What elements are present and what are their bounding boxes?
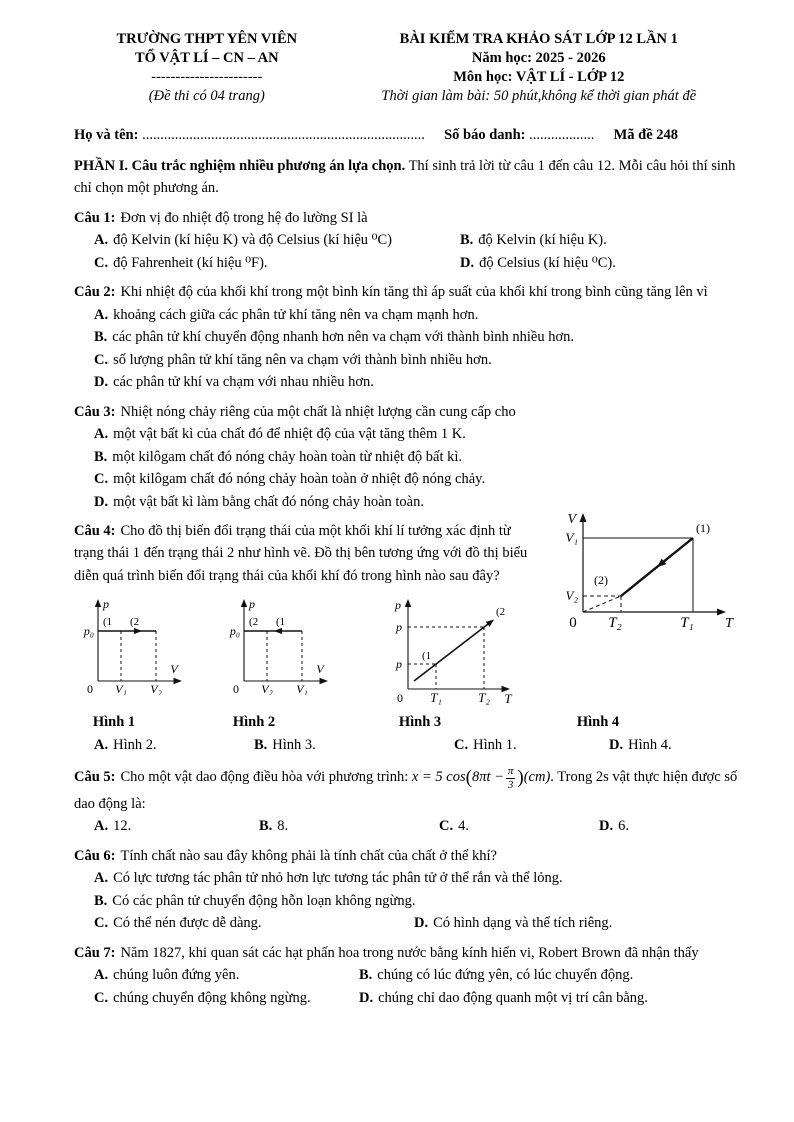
option-5D (599, 815, 629, 837)
option-text: Hình 3. (272, 736, 316, 753)
name-label: Họ và tên: (74, 126, 139, 143)
header-left (74, 30, 340, 107)
option-letter: C. (94, 254, 109, 271)
p-axis-label: p (248, 597, 255, 612)
option-letter: A. (94, 426, 109, 443)
v2-label: V₂ (260, 682, 273, 696)
option-text: độ Fahrenheit (kí hiệu ⁰F). (113, 254, 268, 271)
question-5-text-post: . Trong 2s vật thực hiện được số dao động là: (74, 769, 738, 812)
question-3-text: Nhiệt nóng chảy riêng của một chất là nhiệt lượng cần cung cấp cho (120, 403, 516, 420)
option-letter: C. (94, 915, 109, 932)
option-text: số lượng phân tử khí tăng nên va chạm với thành bình nhiều hơn. (113, 351, 492, 368)
t-axis-label: T (725, 616, 733, 630)
option-2C (74, 349, 738, 371)
option-letter: D. (94, 493, 109, 510)
option-text: Có hình dạng và thể tích riêng. (433, 915, 613, 932)
option-text: chúng chuyển động không ngừng. (113, 989, 311, 1006)
equation-inner: 8πt − (471, 769, 504, 786)
v2-label: V₂ (565, 588, 578, 603)
option-text: một kilôgam chất đó nóng chảy hoàn toàn từ nhiệt độ bất kì. (112, 448, 463, 465)
option-text: chúng luôn đứng yên. (113, 967, 240, 984)
option-letter: C. (454, 736, 469, 753)
vt-graph-svg (543, 508, 738, 630)
option-letter: D. (94, 374, 109, 391)
option-3C (74, 468, 738, 490)
option-text: các phân tử khí va chạm với nhau nhiều hơn. (113, 374, 374, 391)
question-6-stem (74, 845, 738, 867)
option-1D (460, 252, 616, 274)
option-letter: B. (460, 232, 474, 249)
fig2-direction-arrow-icon (274, 628, 282, 634)
option-text: Hình 4. (628, 736, 672, 753)
close-paren: ) (517, 767, 524, 789)
option-3A (74, 423, 738, 445)
option-2D (74, 371, 738, 393)
department-name: TỔ VẬT LÍ – CN – AN (134, 50, 279, 67)
figure-captions (74, 711, 738, 733)
option-4A (94, 734, 254, 756)
option-5C (439, 815, 599, 837)
p-axis-arrow-icon (240, 599, 246, 607)
question-6-number: Câu 6: (74, 847, 116, 864)
option-7B (359, 964, 633, 986)
t1-label: T₁ (680, 615, 694, 630)
open-paren: ( (465, 767, 472, 789)
v-axis-label: V (170, 662, 178, 677)
figure-1-caption: Hình 1 (92, 714, 136, 731)
question-7-options-row-2 (74, 987, 738, 1009)
state1-label: (1) (696, 521, 710, 535)
equation-lhs: x = 5 cos (411, 769, 466, 786)
question-7 (74, 942, 738, 1009)
option-letter: C. (94, 989, 109, 1006)
option-text: Có các phân tử chuyển động hỗn loạn không ngừng. (112, 892, 416, 909)
fig3-axes (405, 599, 510, 692)
option-4D (609, 734, 672, 756)
figure-4-caption: Hình 4 (576, 714, 620, 731)
option-text: chúng chỉ dao động quanh một vị trí cân bằng. (378, 989, 648, 1006)
equation-unit: (cm) (523, 769, 551, 786)
option-text: một vật bất kì làm bằng chất đó nóng chảy hoàn toàn. (113, 493, 424, 510)
question-1-text: Đơn vị đo nhiệt độ trong hệ đo lường SI là (120, 209, 368, 226)
option-text: khoảng cách giữa các phân tử khí tăng nên va chạm mạnh hơn. (113, 306, 479, 323)
t-axis-arrow-icon (717, 609, 726, 616)
option-text: độ Kelvin (kí hiệu K). (478, 232, 607, 249)
school-name: TRƯỜNG THPT YÊN VIÊN (116, 31, 298, 47)
v1-label: V₁ (295, 682, 308, 696)
figure-2-svg (224, 593, 336, 695)
option-1C (94, 252, 460, 274)
question-3-stem (74, 401, 738, 423)
option-letter: D. (460, 254, 475, 271)
option-letter: D. (359, 989, 374, 1006)
option-letter: A. (94, 306, 109, 323)
option-text: các phân tử khí chuyển động nhanh hơn nên va chạm với thành bình nhiều hơn. (112, 329, 575, 346)
option-text: 8. (277, 818, 289, 835)
figure-3-caption: Hình 3 (398, 714, 442, 731)
question-5-text-pre: Cho một vật dao động điều hòa với phương trình: (120, 769, 409, 786)
question-2-stem (74, 281, 738, 303)
oscillation-equation (411, 764, 551, 791)
option-6A (74, 867, 738, 889)
point1-label: (1 (422, 650, 432, 663)
question-5 (74, 763, 738, 837)
v-axis-label: V (567, 512, 576, 527)
origin-label: 0 (397, 691, 404, 706)
option-letter: A. (94, 818, 109, 835)
question-5-number: Câu 5: (74, 769, 116, 786)
option-letter: A. (94, 736, 109, 753)
p-axis-label: p (395, 598, 402, 613)
subject-line: Môn học: VẬT LÍ - LỚP 12 (453, 69, 625, 86)
option-text: Có thể nén được dễ dàng. (113, 915, 262, 932)
t2-label: T₂ (608, 615, 622, 630)
v1-label: V₁ (115, 682, 127, 696)
question-2-text: Khi nhiệt độ của khối khí trong một bình kín tăng thì áp suất của khối khí trong bình cũng tăng lên vì (120, 284, 708, 301)
t1-label: T₁ (430, 690, 443, 706)
student-info-line (74, 124, 738, 146)
question-6-text: Tính chất nào sau đây không phải là tính chất của chất ở thể khí? (120, 847, 497, 864)
figure-2-caption: Hình 2 (232, 714, 276, 731)
option-letter: B. (359, 967, 373, 984)
question-1 (74, 207, 738, 274)
t2-label: T₂ (478, 690, 491, 706)
name-dots: .............................................................................. (142, 126, 425, 143)
option-6C (94, 912, 414, 934)
fig1-axes (95, 599, 182, 684)
question-4-text: Cho đồ thị biến đổi trạng thái của một khối khí lí tưởng xác định từ trạng thái 1 đến trạng thái 2 như hình vẽ. Đồ thị bên tương ứng với đồ thị biểu diễn quá trình biến đổi trạng thái của khối khí đó trong hình nào sau đây? (74, 523, 528, 584)
option-2B (74, 326, 738, 348)
question-5-stem (74, 763, 738, 815)
header-right (340, 30, 738, 107)
option-letter: B. (94, 892, 108, 909)
question-4-number: Câu 4: (74, 523, 116, 539)
p-lower-label: p (396, 657, 403, 672)
header (74, 30, 738, 107)
option-text: Có lực tương tác phân tử nhỏ hơn lực tương tác phân tử ở thể rắn và thể lỏng. (113, 870, 563, 887)
option-text: 4. (458, 818, 469, 835)
question-2 (74, 281, 738, 393)
fraction-numerator: π (507, 764, 514, 777)
option-text: chúng có lúc đứng yên, có lúc chuyển động. (377, 967, 634, 984)
state2-label: (2) (594, 573, 608, 587)
option-6B (74, 890, 738, 912)
fig2-dashed-lines (267, 631, 302, 681)
question-4-options-row (74, 734, 738, 756)
option-6D (414, 912, 612, 934)
fraction-denominator: 3 (507, 778, 514, 791)
question-1-options-row-1 (74, 229, 738, 251)
question-6-options-row (74, 912, 738, 934)
pages-note: (Đề thi có 04 trang) (148, 88, 265, 105)
figure-3-svg (384, 593, 522, 705)
option-letter: D. (609, 736, 624, 753)
option-letter: C. (94, 351, 109, 368)
question-5-options-row (74, 815, 738, 837)
part1-heading (74, 155, 738, 200)
option-5B (259, 815, 439, 837)
question-1-number: Câu 1: (74, 209, 116, 226)
option-letter: B. (94, 448, 108, 465)
v2-label: V₂ (150, 682, 162, 696)
id-dots: .................. (529, 126, 595, 143)
question-1-options-row-2 (74, 252, 738, 274)
origin-label: 0 (232, 682, 239, 696)
option-3B (74, 446, 738, 468)
point1-label: (1 (275, 616, 285, 629)
option-1A (94, 229, 460, 251)
v-axis-arrow-icon (174, 678, 183, 684)
figure-1-svg (78, 593, 190, 695)
question-1-stem (74, 207, 738, 229)
question-7-text: Năm 1827, khi quan sát các hạt phấn hoa trong nước bằng kính hiển vi, Robert Brown đã nhận thấy (120, 944, 699, 961)
option-5A (94, 815, 259, 837)
question-4 (74, 512, 738, 756)
option-7D (359, 987, 648, 1009)
v-axis-arrow-icon (580, 513, 587, 522)
id-label: Số báo danh: (444, 126, 526, 143)
vt-process-line (621, 538, 693, 596)
option-text: độ Celsius (kí hiệu ⁰C). (479, 254, 616, 271)
duration-line: Thời gian làm bài: 50 phút,không kể thời gian phát đề (381, 88, 697, 105)
question-7-stem (74, 942, 738, 964)
question-7-number: Câu 7: (74, 944, 116, 961)
fig1-direction-arrow-icon (134, 628, 142, 634)
option-letter: C. (439, 818, 454, 835)
option-4B (254, 734, 454, 756)
point2-label: (2 (496, 606, 506, 619)
part1-title: PHẦN I. Câu trắc nghiệm nhiều phương án lựa chọn. (74, 157, 406, 174)
p-upper-label: p (396, 620, 403, 635)
point2-label: (2 (130, 616, 140, 629)
origin-label: 0 (87, 682, 93, 696)
exam-code: Mã đề 248 (613, 126, 679, 143)
question-7-options-row-1 (74, 964, 738, 986)
v-axis-arrow-icon (319, 678, 328, 684)
option-text: Hình 2. (113, 736, 157, 753)
option-text: độ Kelvin (kí hiệu K) và độ Celsius (kí hiệu ⁰C) (113, 232, 392, 249)
option-text: một kilôgam chất đó nóng chảy hoàn toàn ở nhiệt độ nóng chảy. (113, 471, 486, 488)
vt-graph-figure (543, 508, 738, 637)
exam-title: BÀI KIỂM TRA KHẢO SÁT LỚP 12 LẦN 1 (399, 31, 678, 47)
option-text: Hình 1. (473, 736, 517, 753)
p0-label: p₀ (83, 624, 94, 639)
option-letter: B. (94, 329, 108, 346)
option-2A (74, 304, 738, 326)
p-axis-arrow-icon (405, 599, 411, 607)
school-year: Năm học: 2025 - 2026 (471, 50, 606, 67)
option-text: 6. (618, 818, 629, 835)
p-axis-arrow-icon (95, 599, 101, 607)
t-axis-label: T (504, 691, 512, 706)
pi-over-3-fraction (506, 765, 516, 791)
divider-dashes: ----------------------- (151, 69, 263, 86)
p0-label: p₀ (229, 624, 240, 639)
option-1B (460, 229, 607, 251)
option-letter: A. (94, 232, 109, 249)
option-letter: B. (259, 818, 273, 835)
point2-label: (2 (248, 616, 258, 629)
origin-label: 0 (569, 615, 577, 630)
option-letter: D. (414, 915, 429, 932)
point1-label: (1 (103, 616, 113, 629)
v1-label: V₁ (565, 530, 578, 545)
fig1-dashed-lines (121, 631, 156, 681)
question-2-number: Câu 2: (74, 284, 116, 301)
question-3 (74, 401, 738, 513)
fig2-axes (240, 599, 327, 684)
option-letter: A. (94, 870, 109, 887)
option-4C (454, 734, 609, 756)
question-6 (74, 845, 738, 935)
option-letter: B. (254, 736, 268, 753)
question-3-number: Câu 3: (74, 403, 116, 420)
option-text: 12. (113, 818, 132, 835)
option-7A (94, 964, 359, 986)
option-letter: A. (94, 967, 109, 984)
p-axis-label: p (103, 597, 109, 612)
part1-instructions: Thí sinh trả lời từ câu 1 đến câu 12. Mỗi câu hỏi thí sinh chỉ chọn một phương án. (74, 157, 736, 197)
option-text: một vật bất kì của chất đó để nhiệt độ của vật tăng thêm 1 K. (113, 426, 466, 443)
option-letter: C. (94, 471, 109, 488)
option-letter: D. (599, 818, 614, 835)
v-axis-label: V (315, 662, 324, 677)
option-7C (94, 987, 359, 1009)
